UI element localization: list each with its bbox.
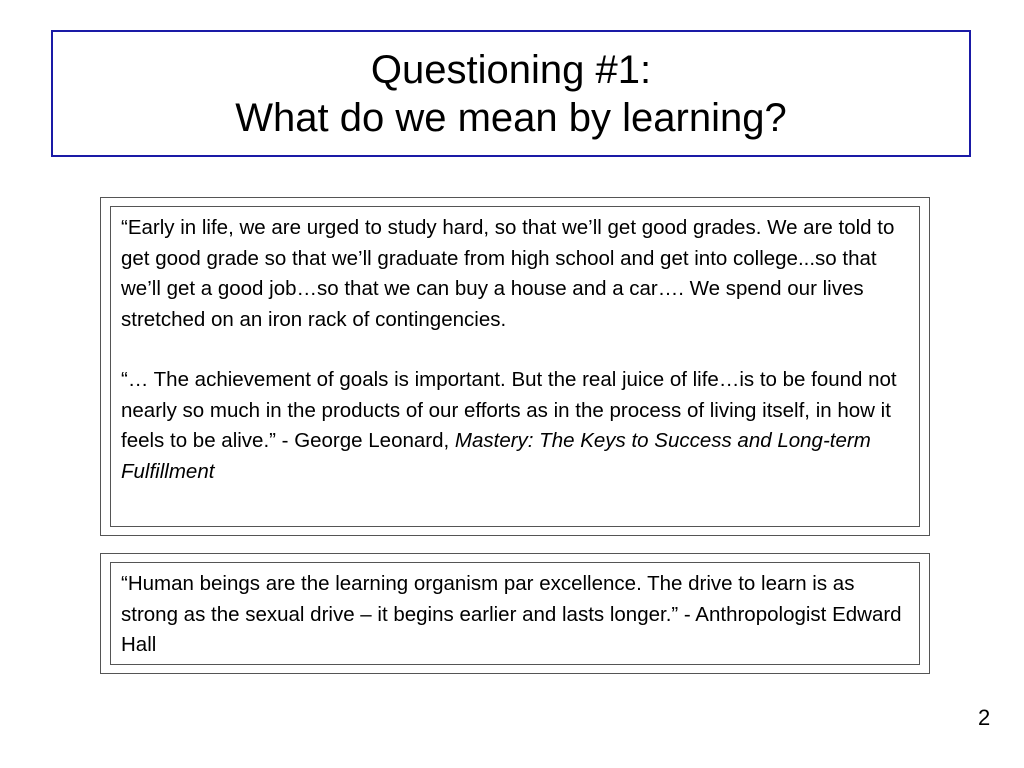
quote-leonard-paragraph-1: “Early in life, we are urged to study hard, so that we’ll get good grades. We are told to get good grade so that we’ll graduate from high school and get into college...so that we’ll get a good job…so that we can buy a house and a car…. We spend our lives stretched on an iron rack of contingencies.	[121, 216, 895, 331]
quote-leonard-paragraph-2	[121, 365, 911, 487]
quote-frame-leonard-inner	[110, 206, 920, 527]
quote-hall-text: “Human beings are the learning organism par excellence. The drive to learn is as strong as the sexual drive – it begins earlier and lasts longer.” - Anthropologist Edward Hall	[121, 572, 902, 656]
quote-leonard-source-title: Mastery: The Keys to Success and Long-term Fulfillment	[121, 429, 871, 483]
quote-frame-leonard	[100, 197, 930, 536]
quote-leonard-paragraph-2-text: “… The achievement of goals is important. But the real juice of life…is to be found not nearly so much in the products of our efforts as in the process of living itself, in how it feels to be alive.” - George Leonard,	[121, 368, 897, 452]
slide-title-box	[51, 30, 971, 157]
slide-title-line-1: Questioning #1:	[370, 47, 652, 92]
slide-title-line-2: What do we mean by learning?	[235, 95, 787, 140]
quote-frame-hall	[100, 553, 930, 674]
page-number: 2	[978, 705, 991, 730]
quote-frame-hall-inner	[110, 562, 920, 665]
paragraph-spacer	[121, 335, 911, 365]
